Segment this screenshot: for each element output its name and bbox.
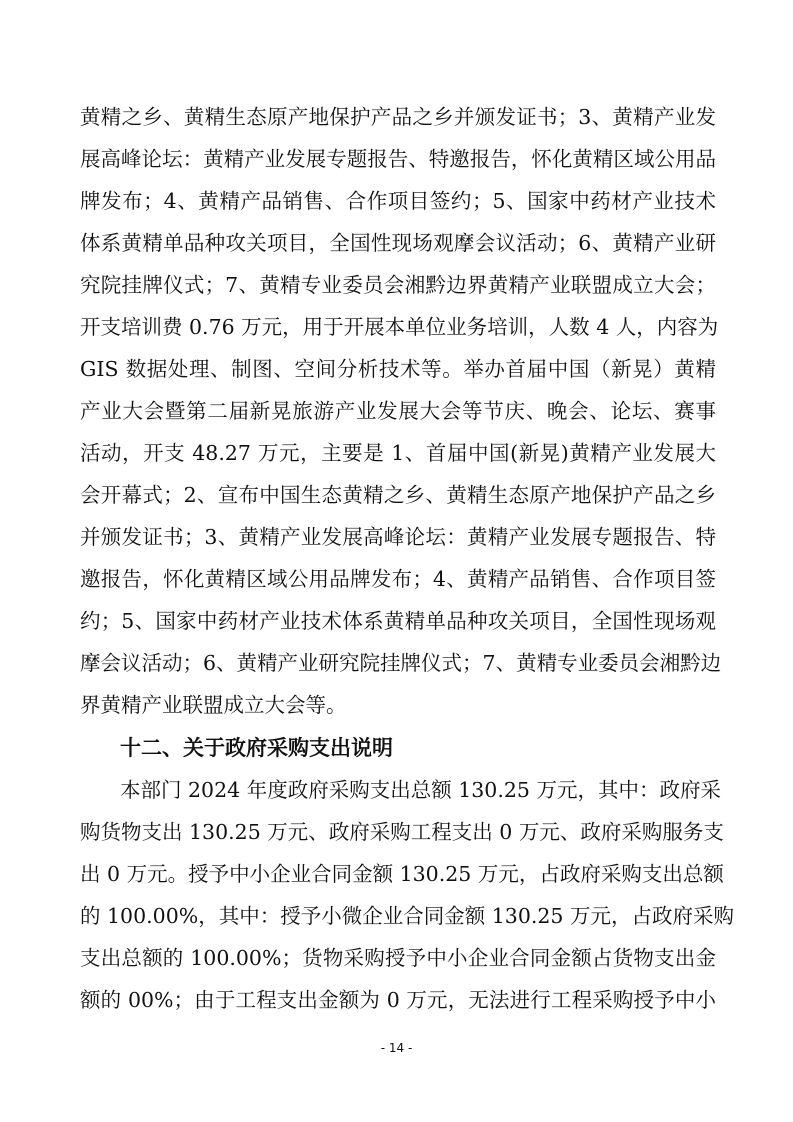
text-line: 开支培训费 0.76 万元，用于开展本单位业务培训，人数 4 人，内容为	[80, 315, 719, 339]
text-line: 约；5、国家中药材产业技术体系黄精单品种攻关项目，全国性现场观	[80, 609, 716, 633]
text-line: 界黄精产业联盟成立大会等。	[80, 693, 347, 717]
text-line: 本部门 2024 年度政府采购支出总额 130.25 万元，其中：政府采	[120, 778, 721, 802]
text-line: 的 100.00%，其中：授予小微企业合同金额 130.25 万元，占政府采购	[80, 904, 734, 928]
text-line: 购货物支出 130.25 万元、政府采购工程支出 0 万元、政府采购服务支	[80, 820, 724, 844]
text-line: 支出总额的 100.00%；货物采购授予中小企业合同金额占货物支出金	[80, 946, 716, 970]
text-line: 展高峰论坛：黄精产业发展专题报告、特邀报告，怀化黄精区域公用品	[80, 147, 716, 171]
text-line: 黄精之乡、黄精生态原产地保护产品之乡并颁发证书；3、黄精产业发	[80, 105, 716, 129]
text-line: 牌发布；4、黄精产品销售、合作项目签约；5、国家中药材产业技术	[80, 189, 716, 213]
text-line: 产业大会暨第二届新晃旅游产业发展大会等节庆、晚会、论坛、赛事	[80, 399, 716, 423]
page-number: - 14 -	[380, 1041, 413, 1055]
text-line: GIS 数据处理、制图、空间分析技术等。举办首届中国（新晃）黄精	[80, 357, 716, 381]
text-line: 摩会议活动；6、黄精产业研究院挂牌仪式；7、黄精专业委员会湘黔边	[80, 651, 722, 675]
section-heading: 十二、关于政府采购支出说明	[120, 736, 393, 760]
text-line: 并颁发证书；3、黄精产业发展高峰论坛：黄精产业发展专题报告、特	[80, 525, 716, 549]
text-line: 活动，开支 48.27 万元，主要是 1、首届中国(新晃)黄精产业发展大	[80, 441, 716, 465]
text-line: 邀报告，怀化黄精区域公用品牌发布；4、黄精产品销售、合作项目签	[80, 567, 716, 591]
text-line: 出 0 万元。授予中小企业合同金额 130.25 万元，占政府采购支出总额	[80, 862, 724, 886]
text-line: 会开幕式；2、宣布中国生态黄精之乡、黄精生态原产地保护产品之乡	[80, 483, 716, 507]
text-line: 体系黄精单品种攻关项目，全国性现场观摩会议活动；6、黄精产业研	[80, 231, 716, 255]
text-line: 究院挂牌仪式；7、黄精专业委员会湘黔边界黄精产业联盟成立大会；	[80, 273, 716, 297]
text-line: 额的 00%；由于工程支出金额为 0 万元，无法进行工程采购授予中小	[80, 988, 716, 1012]
